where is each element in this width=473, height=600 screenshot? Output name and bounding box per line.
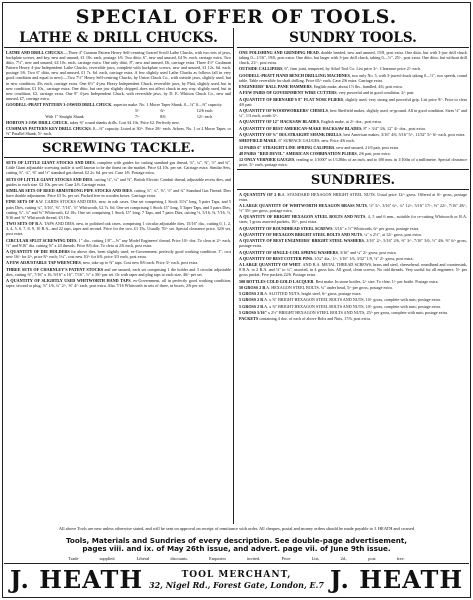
list-item: 5 GROSS 2 B.A. SLOTTED NUTS, bright steel, 6/- gross, postage extra. [239,291,362,297]
page-title: SPECIAL OFFER OF TOOLS. [75,6,398,28]
list-item: A QUANTITY OF WOODWORKERS' CHISELS, best Sheffield makes, slightly used, re-ground. All in good condition. Sizes ⅛" and ¼", 1/3 each, worth 3/-. [239,108,467,119]
lathe-section-heading: LATHE & DRILL CHUCKS. [4,28,233,48]
list-item: SETS OF LITTLE GIANT STOCKS AND DIES, cutting ⅛", ¼" and ⅜", British Electric Conduit thread, adjustable recess dies, and guides to each size. £2 10s. per set. Case 2/6. Carriage extra. [6,176,231,187]
list-item: GOODELL-PRATT HAND BENCH DRILLING MACHINES, two only No. 5, with 3-jawed chuck taking 0—½", two speeds, round table. Table reversible for shaft drilling. Price 65/- each. Case 2/6 extra. Carriage extra. [239,72,467,83]
list-item: ONE POLISHING AND GRINDING HEAD, double headed, new and unused, 15/8, post extra. One ditto, but with 3-jaw drill chuck taking 0—1/16", 19/6, post extra. One ditto, but larger with 3-jaw drill chuck, taking 0—½", 25/-, post extra. One ditto, but without drill chuck, 21/-, post extra. [239,50,467,66]
sundry-items [237,50,469,167]
table-cell: 8/6 [160,113,166,119]
list-item: A QUANTITY OF BEST ENGINEERS' BRIGHT STEEL WASHERS, 3/16" 2/-, 5/16" 2/6, ⅜" 3/-, 7/16" 3/6, ½" 4/6, ⅝" 6/- gross, postage extra. [239,238,467,249]
merchant-address: 32, Nigel Rd., Forest Gate, London, E.7 [149,579,324,590]
list-item: 50 GROSS 2 B.A. HEXAGON STEEL BOLTS, ¾" under head, 5/- per gross, postage extra. [239,284,393,290]
table-cell: 7/- [134,113,140,119]
list-item: TWO SETS OF B.A. TAPS AND DIES, new, in polished oak cases, comprising 1 circular adjustable dies, 15/16" dia., cutting 0, 1, 2, 3, 4, 5, 6, 7, 8, 9, 10 B.A., and 22 taps, taper and second. Price for the two, £1 15s. Usually 70/- set. Special clearance price, 32/6 set, post extra. [6,221,231,237]
list-item: 500 BOTTLES COLD GOLD LACQUER. Best make. In stone bottles, 2/- size. To clear, 1/- per bottle. Postage extra. [239,278,439,284]
footer-trade-terms: Trade supplied. Liberal discounts. Enquiries invited. Price List, 2d., post free. [68,556,405,561]
merchant-banner [4,563,469,595]
footer-line-1: Tools, Materials and Sundries of every description. See double-page advertisement, [65,536,408,545]
table-cell: 5/- [134,108,140,114]
list-item: A QUANTITY OF ⅜" DIA STRAIGHT SHANK DRILLS, best American makes, 3/16" 4/6, 5/16" 5/-, 11/32" 5/- 6/- each, post extra. [239,132,466,137]
table-cell: 12/6 each [196,108,213,114]
list-item: A QUANTITY OF 12" HACKSAW BLADES, English make, at 2/- doz., post extra. [239,119,382,125]
list-item: 5 GROSS 2 B.A. x ⅝" BRIGHT HEXAGON STEEL BOLTS AND NUTS, 10/- gross, complete with nuts; postage extra. [239,297,441,303]
list-item: A QUANTITY OF BEST COTTER PINS, 1/32" dia., 1/-, 1/16" 1/6, 3/32" 1/9, ⅛" 2/- gross, post extra. [239,255,414,261]
left-column [4,28,234,524]
brand-name-right: J. HEATH [329,565,463,594]
list-item: FINE SETS OF S.W. CARDS STOCKS AND DIES, new, in oak cases. One set comprising 1 Stock 11⅛" long, 5 pairs Taps, and 5 pairs Dies, cutting ¼", 5/16", ⅜", 7/16", ½" Whitworth, £2 7s. 6d. One set comprising 1 Stock 15" long, 5 Taper Taps, and 5 pairs Dies, cutting ⅛", ¼" and ⅜" Whitworth, £2 10s. One set comprising 1 Stock 15" long, 7 Taps, and 7 pairs Dies, cutting ½, 5/16, ⅜, 7/16, ½, 9/16 and ⅝" Whitworth thread, £3 10s. [6,199,231,220]
list-item: ENGINEERS' BALL PANE HAMMERS, English make, about 1½ lbs., handled, 4/6, post extra. [239,84,403,90]
list-item: A QUANTITY OF ROUNDHEAD STEEL SCREWS, 3/16" x ½" Whitworth, 6/- per gross, postage extra. [239,225,420,231]
list-item: HORTON 3-JAW DRILL CHUCK, takes ⅜" round shanks drills. Cost £4 10s. Price £2. Perfectly new. [6,119,180,125]
list-item: SIMILAR SETS OF REED ARMSTRONG PIPE STOCKS AND DIES, cutting ⅛", ¼", ⅜", ½" and ¾" Standard Gas Thread. Dies have double adjustment. Price £3 5s. per set. Packed free in wooden boxes. Carriage extra. [6,188,231,199]
list-item: LATHE AND DRILL CHUCKS.—Three 4" Cusman Pattern Heavy Self-centring Geared Scroll Lathe Chucks, with two sets of jaws, backplate screws, and key, new and unused, £1 10s. each, postage 1/6. Two ditto, 6", new and unused, £4 9s. each, carriage extra. Two ditto, 7½", new and unused, £4 10s. each, carriage extra. One only ditto, 8", new and unused, £6, carriage extra. Three 4½" Cushman Pattern Heavy 4-jaw Independent Lathe Chucks, reversible jaws, complete with backplate screws, new and unused, £1 12s. 6d. each, postage 1/6. Two 6" ditto, new and unused, £1 7s. 6d. each, carriage extra. A few slightly used Lathe Chucks as follows (all in very good condition and equal to new):—Two 7½" Heavy Self-centring Chucks, by Union Chuck Co., with outside jaws, slightly used, but in new condition, 45s each, carriage extra. One 6½" 4-jaw Heavy Independent Chuck, reversible jaws, by Platt, slightly used, but in new condition, £1 10s., carriage extra. One ditto, but one jaw slightly chipped, does not affect chuck in any way, slightly used, but in new condition, £2, carriage extra. One 8" 4-jaw Independent Chuck, with reversible jaws, by D. E. Whitton Chuck Co., new and unused, £7, carriage extra. [6,50,231,101]
list-item: 48 PAIRS "RED DEVIL" AMERICAN COMBINATION PLIERS, 2/6 pair, post extra. [239,150,391,156]
table-cell: 12/- each [196,113,213,119]
list-item: A QUANTITY OF SLIGHTLY USED WHITWORTH HAND TAPS, ex-Government, all in perfectly good working condition, taper, second or plug, ⅛" 1/6, ¼" 2/-, ⅜" 4/- each, post extra. Also 7/16 Whitworth in sets of three, in boxes, 2/6 per set. [6,277,231,288]
list-item: A LARGE QUANTITY OF WHITWORTH HEXAGON BRASS NUTS, ⅛" 5/-, 3/16" 6/-, ¼" 12/-, 5/16" 17/-, ⅜" 22/-, 7/16" 28/-, ½" 35/- per gross, postage extra. [239,202,467,213]
merchant-address-block [149,570,324,590]
list-item: A QUANTITY OF BERNARD'S 8" FLAT NOSE PLIERS, slightly used, very strong and powerful grip. List price 9/-. Price to clear 4/6 pair. [239,96,467,107]
list-item: GOODELL-PRATT PATTERN 3-JAWED DRILL CHUCK, superior make. No. 1 Morse Taper Shank. 0—⅛" 0—⅜" capacity. [6,102,223,108]
lathe-items [4,50,233,107]
chuck-price-table [4,108,233,118]
table-row [4,114,233,119]
list-item: A QUANTITY OF 2 B.A. STANDARD HEXAGON BRIGHT STEEL NUTS. Usual price 12/- gross. Offered at 6/- gross, postage extra. [239,191,467,202]
list-item: SHEFFIELD MAKE, 6" SURFACE GAUGES, new. Price 4/6 each. [239,138,355,144]
list-item: A QUANTITY OF BRIGHT HEXAGON STEEL BOLTS AND NUTS, 4, 5 and 6 mm., suitable for re-cutting Whitworth or B.A. sizes; 1 gross assorted packets, 10/-, post extra. [239,214,467,225]
list-item: THREE SETS OF CHARNLEY'S PATENT STOCKS and are unused, each set comprising 1 die holder and 3 circular adjustable dies, cutting ⅜", 7/16" x 16, 9/16" x 16", 7/16", ½" x 30/- per set. Or with taper and plug taps to each size, 46/- per set. [6,266,231,277]
sundry-section-heading: SUNDRY TOOLS. [237,28,469,48]
footer-cross-reference [4,537,469,553]
drill-items [4,120,233,136]
list-item: A QUANTITY OF DIE HOLDERS for above dies, been slightly used, ex-Government, perfectly good working condition. 1", cost new 16/- for 4/-, price 8/- each; 1¼", cost new 10/- for 6/6, price 3/3 each, post extra. [6,248,231,259]
footer-line-2: pages viii. and ix. of May 26th issue, and advert. page vii. of June 9th issue. [82,544,391,554]
list-item: SETS OF LITTLE GIANT STOCKS AND DIES, complete with guides for cutting standard gas thread, ⅛", ¼", ⅜", ½" and ¾". Little Giant adjustable screwing tackle is well known to be the finest on the market. Price £4 10s. per set. Carriage extra. Similar Sets, cutting ⅛", ¼", ⅜" and ½" standard gas thread, £2 2s. 6d. per set. Case 1/6. Postage extra. [6,160,231,176]
brand-name-left: J. HEATH [10,565,144,594]
list-item: 12 PAIRS 6" STRAIGHT LINE SPRING CALIPERS, new and unused, 21/6 pair, post extra. [239,144,400,150]
list-item: 5 GROSS 2 B.A. x ⅜" BRIGHT HEXAGON STEEL BOLTS AND NUTS, 10/- gross, complete with nuts; postage extra. [239,303,441,309]
footer-note: All above Tools are new unless otherwise stated, and will be sent on approval on receipt of remittance with order. All cheques, postal and money orders should be made payable to J. HEATH and crossed [58,526,415,531]
list-item: A QUANTITY OF BEST AMERICAN-MAKE HACKSAW BLADES, 8" × 3/4" 3/6, 12" 4/- doz., post extra. [239,125,426,131]
right-column [237,28,469,524]
sundries-section-heading: SUNDRIES. [237,169,469,190]
table-cell: With 1" Straight Shank [45,113,84,119]
list-item: 5 GROSS 5/16" x 2½" BRIGHT HEXAGON STEEL BOLTS AND NUTS, 25/- per gross, complete with nuts; postage extra. [239,310,449,315]
list-item: A QUANTITY OF SINGLE-COIL SPRING WASHERS, 3/16" and ¼" 2/- gross, post extra. [239,249,397,255]
list-item: A FEW PAIRS OF GOVERNMENT WIRE CUTTERS, very powerful and in good condition, 2/- pair. [239,90,415,96]
list-item: PACKETS containing 4 doz. of each of above Bolts and Nuts, 17/6, post extra. [239,316,371,322]
list-item: CIRCULAR SPLIT SCREWING DIES, 1" dia., cutting 1/8"—⅝" any Model Engineers' thread. Price 10/- doz. To clear at 2/- each, ½" and 9/16" dia. cutting ⅝" x 24 threads. Price 8/6 doz. To clear at 2/6 each, post extra. [6,237,231,248]
list-item: CUSHMAN PATTERN KEY DRILL CHUCKS, 0—⅜" capacity. Listed at 30/-. Price 20/- each. Arbors, No. 1 or 2 Morse Taper, or ⅜" Parallel Shank, 5/- each. [6,125,232,136]
table-cell: 6/- [160,108,166,114]
list-item: 12 ONLY VERNIER GAUGES, reading to 1/1000" in 1/128ths of an inch, and to 100 mm. in 1/10ths of a millimetre. Special clearance price, 5/- each, postage extra. [239,157,467,168]
list-item: A LARGE QUANTITY OF WHIT. AND B.A. METAL THREAD SCREWS, brass and steel, cheesehead, roundhead and countersink, 8 B.A. to 2 B.A. and ⅛" to ¼", assorted, in 4 gross lots. All good, clean screws. No odd threads. Very useful for all engineers. 5/- per gross packet. Five packets 22/6. Postage extra. [239,262,468,278]
sundries-items [237,192,469,322]
list-item: A QUANTITY OF HEXAGON BRIGHT STEEL BOLTS AND NUTS, ¼" x 2½", at 12/- gross, post extra. [239,231,422,237]
merchant-trade: TOOL MERCHANT, [181,569,292,580]
screwing-items [4,160,233,288]
screwing-section-heading: SCREWING TACKLE. [4,137,233,158]
list-item: A FEW ADJUSTABLE TAP WRENCHES, new, take up to ⅜" taps. Cost new 8/6 each. Price 3/- each, post extra. [6,260,199,266]
list-item: OUTSIDE CALLIPERS, 6", firm joint, tempered, by Athol Tool Co. List price 3/-. Clearance price 2/- each. [239,66,421,72]
